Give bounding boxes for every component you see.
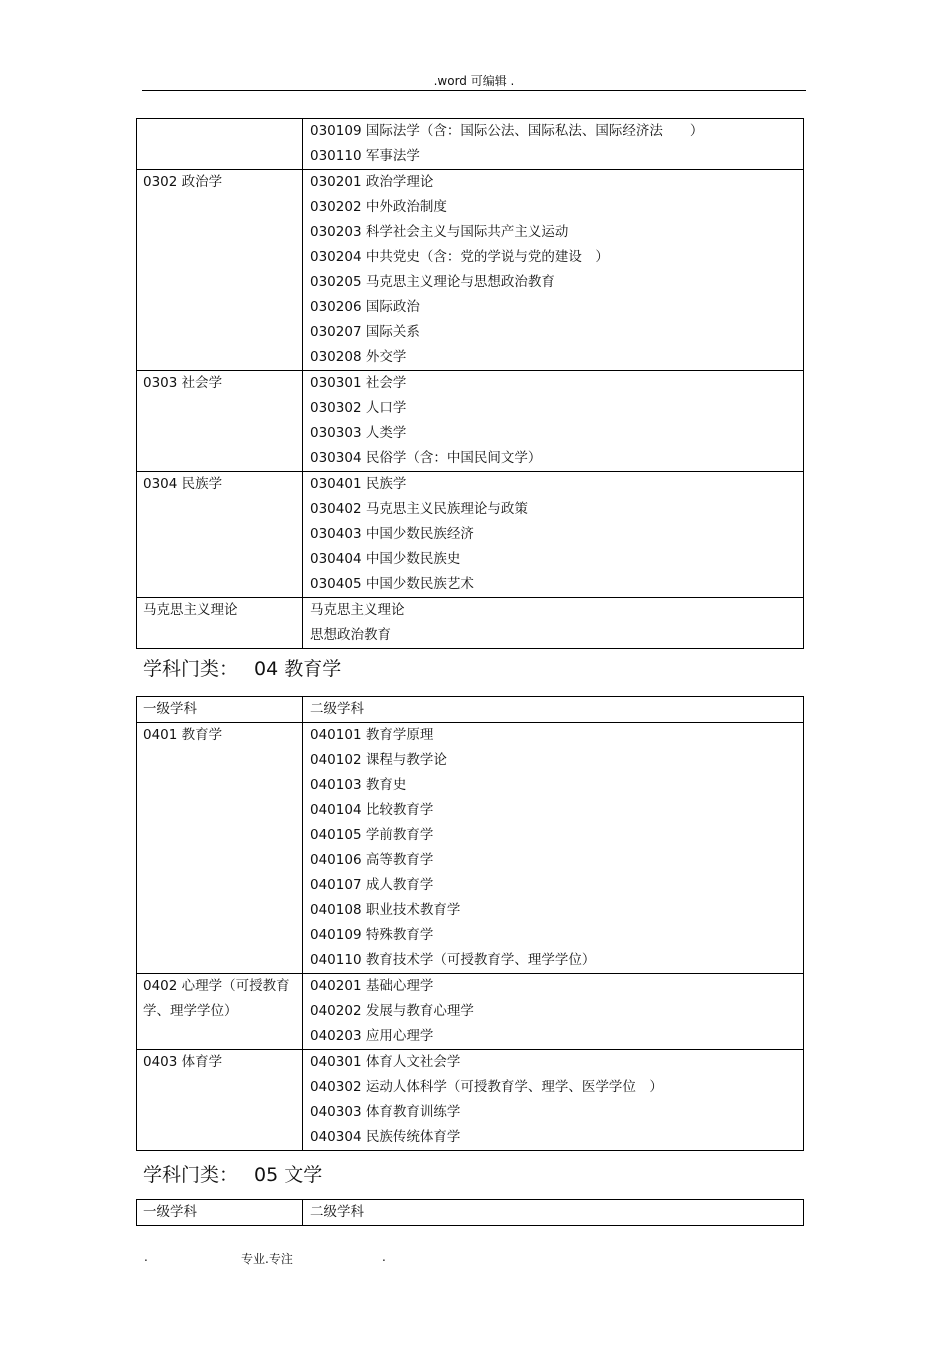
section-value: 05 文学 <box>254 1164 323 1186</box>
cell-line: 0403 体育学 <box>143 1054 223 1070</box>
cell-line: 040304 民族传统体育学 <box>310 1129 461 1145</box>
cell-line: 030201 政治学理论 <box>310 174 434 190</box>
cell-line: 040105 学前教育学 <box>310 827 434 843</box>
footer-center: 专业.专注 <box>241 1252 293 1266</box>
first-level-discipline <box>137 119 303 170</box>
table-header-row <box>137 697 804 723</box>
cell-line: 030110 军事法学 <box>310 148 420 164</box>
cell-line: 040101 教育学原理 <box>310 727 434 743</box>
cell-line: 030402 马克思主义民族理论与政策 <box>310 501 528 517</box>
header-first-level <box>137 1200 303 1226</box>
section-label: 学科门类： <box>143 658 239 680</box>
cell-line: 040109 特殊教育学 <box>310 927 434 943</box>
cell-line: 0302 政治学 <box>143 174 223 190</box>
cell-line: 0402 心理学（可授教育学、理学学位） <box>143 978 290 1019</box>
page-header <box>142 68 806 91</box>
header-second-level <box>303 697 804 723</box>
second-level-disciplines <box>303 119 804 170</box>
cell-line: 040110 教育技术学（可授教育学、理学学位） <box>310 952 596 968</box>
cell-line: 040301 体育人文社会学 <box>310 1054 461 1070</box>
table-row <box>137 723 804 974</box>
cell-line: 040203 应用心理学 <box>310 1028 434 1044</box>
header-first-level <box>137 697 303 723</box>
footer-right: . <box>382 1250 386 1264</box>
table-row <box>137 119 804 170</box>
discipline-table-04 <box>136 696 804 1151</box>
second-level-disciplines <box>303 974 804 1050</box>
cell-line: 040302 运动人体科学（可授教育学、理学、医学学位 ） <box>310 1079 663 1095</box>
discipline-table-03 <box>136 118 804 649</box>
first-level-discipline <box>137 598 303 649</box>
table-row <box>137 1050 804 1151</box>
section-label: 学科门类： <box>143 1164 239 1186</box>
cell-line: 040103 教育史 <box>310 777 407 793</box>
cell-line: 030109 国际法学（含：国际公法、国际私法、国际经济法 ） <box>310 123 704 139</box>
cell-line: 0303 社会学 <box>143 375 223 391</box>
cell-line: 030404 中国少数民族史 <box>310 551 461 567</box>
cell-line: 030304 民俗学（含：中国民间文学） <box>310 450 542 466</box>
cell-line: 030401 民族学 <box>310 476 407 492</box>
table-row <box>137 371 804 472</box>
first-level-discipline <box>137 170 303 371</box>
first-level-discipline <box>137 371 303 472</box>
header-text: .word 可编辑 . <box>433 74 515 88</box>
cell-line: 030403 中国少数民族经济 <box>310 526 474 542</box>
section-value: 04 教育学 <box>254 658 342 680</box>
first-level-discipline <box>137 723 303 974</box>
header-second-level <box>303 1200 804 1226</box>
first-level-discipline <box>137 974 303 1050</box>
cell-line: 040106 高等教育学 <box>310 852 434 868</box>
section-title-04 <box>143 656 341 682</box>
cell-line: 030206 国际政治 <box>310 299 420 315</box>
table-row <box>137 170 804 371</box>
cell-line: 一级学科 <box>143 1204 197 1220</box>
cell-line: 030202 中外政治制度 <box>310 199 447 215</box>
discipline-table-05 <box>136 1199 804 1226</box>
cell-line: 二级学科 <box>310 701 364 717</box>
cell-line: 030405 中国少数民族艺术 <box>310 576 474 592</box>
cell-line: 030303 人类学 <box>310 425 407 441</box>
footer-left: . <box>144 1250 148 1264</box>
table-row <box>137 974 804 1050</box>
second-level-disciplines <box>303 472 804 598</box>
cell-line: 0304 民族学 <box>143 476 223 492</box>
second-level-disciplines <box>303 598 804 649</box>
cell-line: 一级学科 <box>143 701 197 717</box>
cell-line: 040303 体育教育训练学 <box>310 1104 461 1120</box>
cell-line: 030302 人口学 <box>310 400 407 416</box>
cell-line: 040104 比较教育学 <box>310 802 434 818</box>
table-row <box>137 472 804 598</box>
second-level-disciplines <box>303 1050 804 1151</box>
second-level-disciplines <box>303 170 804 371</box>
table-header-row <box>137 1200 804 1226</box>
second-level-disciplines <box>303 371 804 472</box>
cell-line: 马克思主义理论 <box>310 602 405 618</box>
section-title-05 <box>143 1162 322 1188</box>
cell-line: 030203 科学社会主义与国际共产主义运动 <box>310 224 569 240</box>
cell-line: 马克思主义理论 <box>143 602 238 618</box>
first-level-discipline <box>137 1050 303 1151</box>
cell-line: 040202 发展与教育心理学 <box>310 1003 474 1019</box>
first-level-discipline <box>137 472 303 598</box>
cell-line: 040102 课程与教学论 <box>310 752 447 768</box>
cell-line: 思想政治教育 <box>310 627 391 643</box>
cell-line: 030207 国际关系 <box>310 324 420 340</box>
cell-line: 030204 中共党史（含：党的学说与党的建设 ） <box>310 249 609 265</box>
cell-line: 040201 基础心理学 <box>310 978 434 994</box>
cell-line: 040107 成人教育学 <box>310 877 434 893</box>
table-row <box>137 598 804 649</box>
cell-line: 030205 马克思主义理论与思想政治教育 <box>310 274 555 290</box>
cell-line: 030301 社会学 <box>310 375 407 391</box>
cell-line: 040108 职业技术教育学 <box>310 902 461 918</box>
second-level-disciplines <box>303 723 804 974</box>
cell-line: 二级学科 <box>310 1204 364 1220</box>
cell-line: 0401 教育学 <box>143 727 223 743</box>
cell-line: 030208 外交学 <box>310 349 407 365</box>
